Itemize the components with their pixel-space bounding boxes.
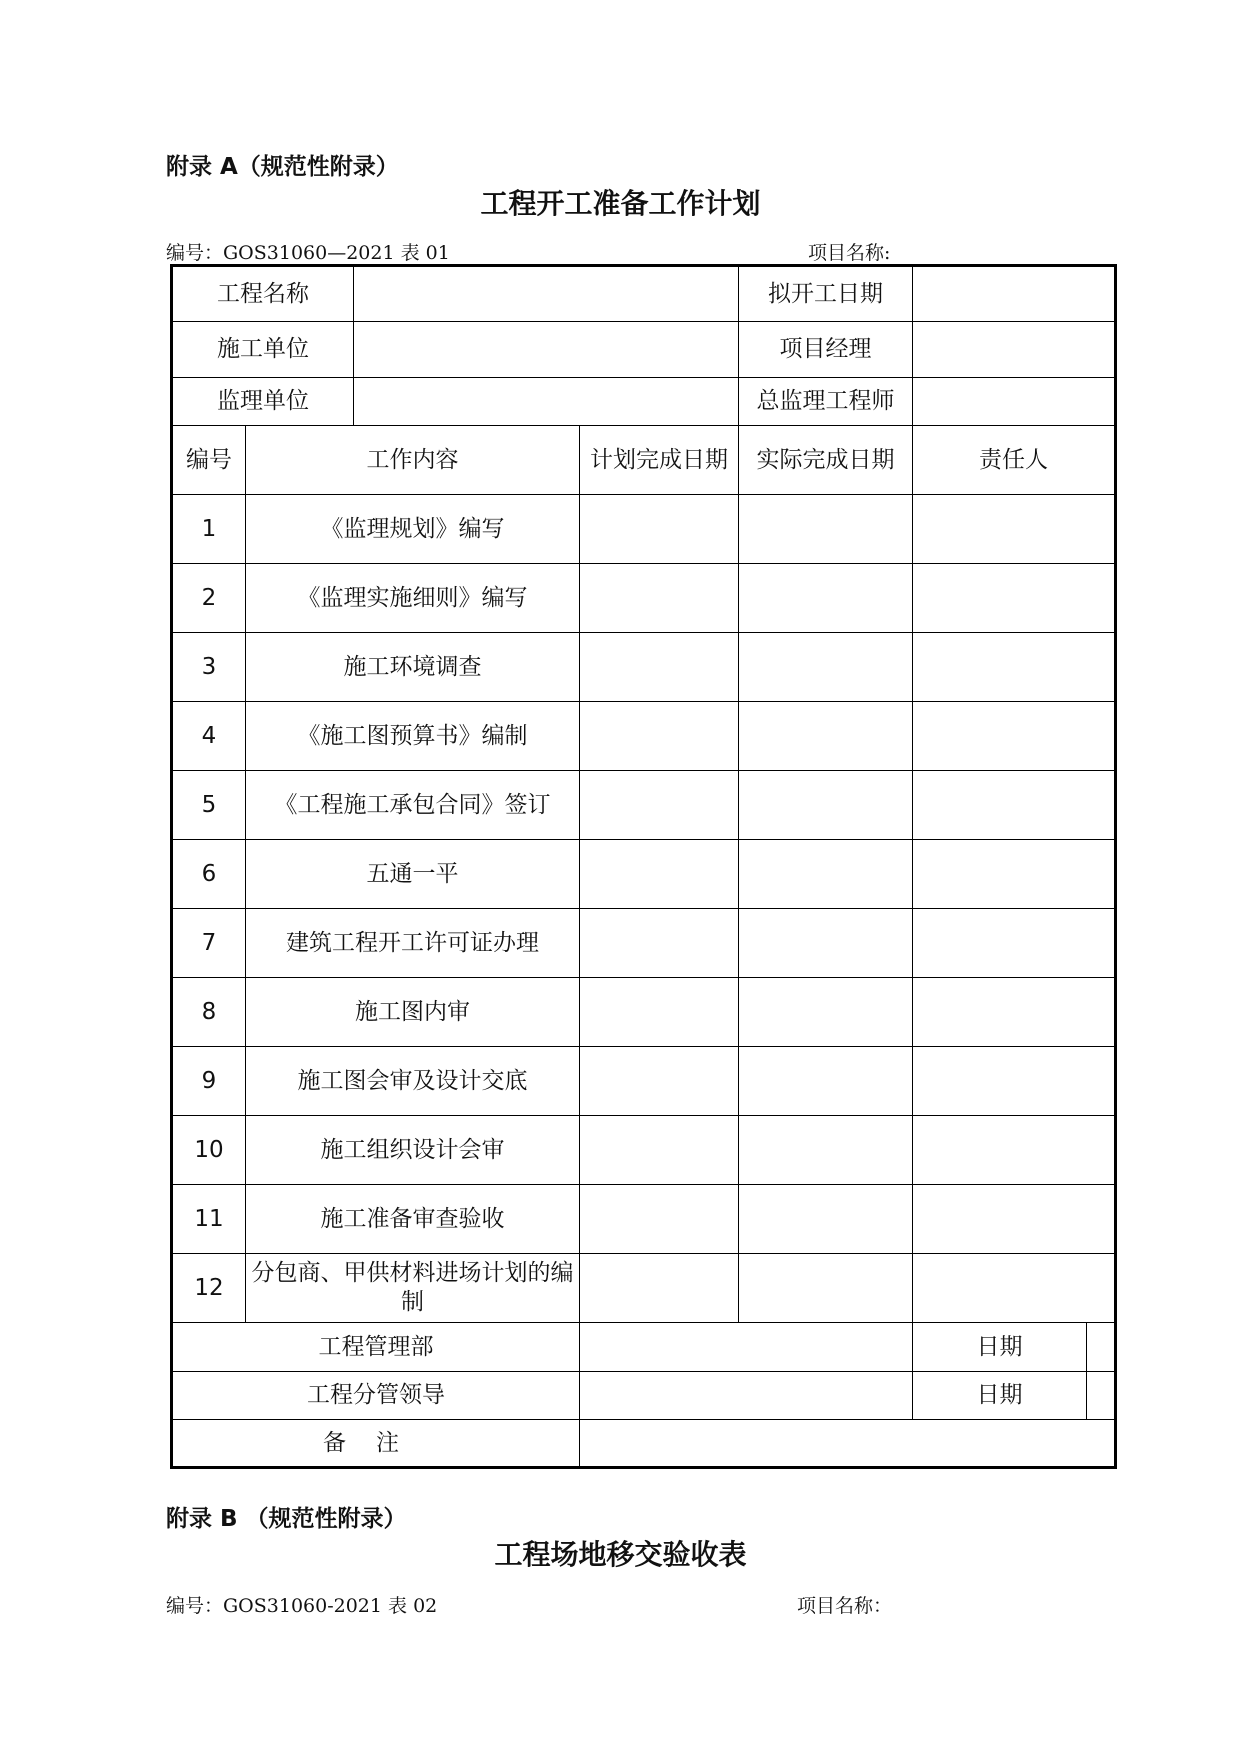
project-name-label-a: 项目名称: bbox=[808, 242, 891, 264]
footer-row-dept bbox=[172, 1323, 1116, 1372]
info-row-project bbox=[172, 266, 1116, 322]
value-date-2[interactable] bbox=[1087, 1372, 1116, 1420]
table-row bbox=[172, 1185, 1116, 1254]
label-project-name: 工程名称 bbox=[172, 266, 354, 322]
item-actual-date[interactable] bbox=[739, 978, 913, 1047]
value-dept[interactable] bbox=[580, 1323, 913, 1372]
item-content: 《施工图预算书》编制 bbox=[246, 702, 580, 771]
header-no: 编号 bbox=[172, 426, 246, 495]
work-plan-body bbox=[172, 266, 1116, 1468]
footer-row-remarks bbox=[172, 1420, 1116, 1468]
info-row-contractor bbox=[172, 322, 1116, 378]
item-content: 《监理规划》编写 bbox=[246, 495, 580, 564]
table-row bbox=[172, 1254, 1116, 1323]
form-code-b: 编号：GOS31060-2021 表 02 bbox=[166, 1595, 438, 1617]
item-actual-date[interactable] bbox=[739, 840, 913, 909]
item-owner[interactable] bbox=[913, 1116, 1116, 1185]
table-row bbox=[172, 564, 1116, 633]
item-actual-date[interactable] bbox=[739, 1116, 913, 1185]
item-content: 《监理实施细则》编写 bbox=[246, 564, 580, 633]
item-owner[interactable] bbox=[913, 702, 1116, 771]
item-no: 3 bbox=[172, 633, 246, 702]
value-leader[interactable] bbox=[580, 1372, 913, 1420]
item-actual-date[interactable] bbox=[739, 909, 913, 978]
item-planned-date[interactable] bbox=[580, 1047, 739, 1116]
item-actual-date[interactable] bbox=[739, 771, 913, 840]
item-no: 1 bbox=[172, 495, 246, 564]
value-date-1[interactable] bbox=[1087, 1323, 1116, 1372]
table-row bbox=[172, 702, 1116, 771]
info-row-supervisor bbox=[172, 378, 1116, 426]
form-title-b: 工程场地移交验收表 bbox=[494, 1538, 747, 1571]
label-leader: 工程分管领导 bbox=[172, 1372, 580, 1420]
item-no: 4 bbox=[172, 702, 246, 771]
item-owner[interactable] bbox=[913, 1254, 1116, 1323]
item-no: 5 bbox=[172, 771, 246, 840]
table-row bbox=[172, 633, 1116, 702]
label-date-2: 日期 bbox=[913, 1372, 1087, 1420]
appendix-b-heading: 附录 B （规范性附录） bbox=[166, 1506, 407, 1532]
form-title-a: 工程开工准备工作计划 bbox=[480, 187, 761, 220]
item-owner[interactable] bbox=[913, 909, 1116, 978]
item-no: 10 bbox=[172, 1116, 246, 1185]
item-owner[interactable] bbox=[913, 495, 1116, 564]
appendix-a-heading: 附录 A（规范性附录） bbox=[166, 154, 399, 180]
item-owner[interactable] bbox=[913, 771, 1116, 840]
item-planned-date[interactable] bbox=[580, 1185, 739, 1254]
table-row bbox=[172, 1047, 1116, 1116]
value-contractor[interactable] bbox=[354, 322, 739, 378]
item-planned-date[interactable] bbox=[580, 495, 739, 564]
value-planned-start[interactable] bbox=[913, 266, 1116, 322]
item-content: 施工图内审 bbox=[246, 978, 580, 1047]
label-planned-start: 拟开工日期 bbox=[739, 266, 913, 322]
table-row bbox=[172, 978, 1116, 1047]
item-planned-date[interactable] bbox=[580, 771, 739, 840]
label-remarks: 备注 bbox=[172, 1420, 580, 1468]
item-no: 8 bbox=[172, 978, 246, 1047]
item-no: 6 bbox=[172, 840, 246, 909]
project-name-label-b: 项目名称： bbox=[797, 1595, 893, 1617]
label-date-1: 日期 bbox=[913, 1323, 1087, 1372]
item-content: 施工组织设计会审 bbox=[246, 1116, 580, 1185]
item-content: 五通一平 bbox=[246, 840, 580, 909]
item-content: 施工准备审查验收 bbox=[246, 1185, 580, 1254]
item-owner[interactable] bbox=[913, 564, 1116, 633]
item-content: 施工图会审及设计交底 bbox=[246, 1047, 580, 1116]
footer-row-leader bbox=[172, 1372, 1116, 1420]
item-planned-date[interactable] bbox=[580, 909, 739, 978]
item-content: 建筑工程开工许可证办理 bbox=[246, 909, 580, 978]
item-no: 2 bbox=[172, 564, 246, 633]
item-content: 分包商、甲供材料进场计划的编制 bbox=[246, 1254, 580, 1323]
item-actual-date[interactable] bbox=[739, 1254, 913, 1323]
item-owner[interactable] bbox=[913, 840, 1116, 909]
item-planned-date[interactable] bbox=[580, 1254, 739, 1323]
item-planned-date[interactable] bbox=[580, 1116, 739, 1185]
label-supervisor: 监理单位 bbox=[172, 378, 354, 426]
item-owner[interactable] bbox=[913, 1185, 1116, 1254]
header-owner: 责任人 bbox=[913, 426, 1116, 495]
label-project-manager: 项目经理 bbox=[739, 322, 913, 378]
value-remarks[interactable] bbox=[580, 1420, 1116, 1468]
item-actual-date[interactable] bbox=[739, 633, 913, 702]
item-actual-date[interactable] bbox=[739, 1185, 913, 1254]
item-content: 《工程施工承包合同》签订 bbox=[246, 771, 580, 840]
value-project-name[interactable] bbox=[354, 266, 739, 322]
item-planned-date[interactable] bbox=[580, 633, 739, 702]
label-dept: 工程管理部 bbox=[172, 1323, 580, 1372]
item-planned-date[interactable] bbox=[580, 840, 739, 909]
item-planned-date[interactable] bbox=[580, 978, 739, 1047]
table-row bbox=[172, 840, 1116, 909]
header-content: 工作内容 bbox=[246, 426, 580, 495]
item-no: 12 bbox=[172, 1254, 246, 1323]
item-no: 11 bbox=[172, 1185, 246, 1254]
item-actual-date[interactable] bbox=[739, 702, 913, 771]
item-content: 施工环境调查 bbox=[246, 633, 580, 702]
value-supervisor[interactable] bbox=[354, 378, 739, 426]
item-no: 9 bbox=[172, 1047, 246, 1116]
table-row bbox=[172, 1116, 1116, 1185]
value-project-manager[interactable] bbox=[913, 322, 1116, 378]
table-row bbox=[172, 495, 1116, 564]
work-plan-table bbox=[170, 264, 1117, 1469]
form-code-a: 编号：GOS31060—2021 表 01 bbox=[166, 242, 450, 264]
label-contractor: 施工单位 bbox=[172, 322, 354, 378]
item-owner[interactable] bbox=[913, 978, 1116, 1047]
column-header-row bbox=[172, 426, 1116, 495]
item-owner[interactable] bbox=[913, 633, 1116, 702]
header-actual: 实际完成日期 bbox=[739, 426, 913, 495]
item-owner[interactable] bbox=[913, 1047, 1116, 1116]
item-planned-date[interactable] bbox=[580, 702, 739, 771]
table-row bbox=[172, 909, 1116, 978]
item-planned-date[interactable] bbox=[580, 564, 739, 633]
item-actual-date[interactable] bbox=[739, 495, 913, 564]
value-chief-engineer[interactable] bbox=[913, 378, 1116, 426]
table-row bbox=[172, 771, 1116, 840]
item-no: 7 bbox=[172, 909, 246, 978]
header-planned: 计划完成日期 bbox=[580, 426, 739, 495]
item-actual-date[interactable] bbox=[739, 564, 913, 633]
item-actual-date[interactable] bbox=[739, 1047, 913, 1116]
label-chief-engineer: 总监理工程师 bbox=[739, 378, 913, 426]
